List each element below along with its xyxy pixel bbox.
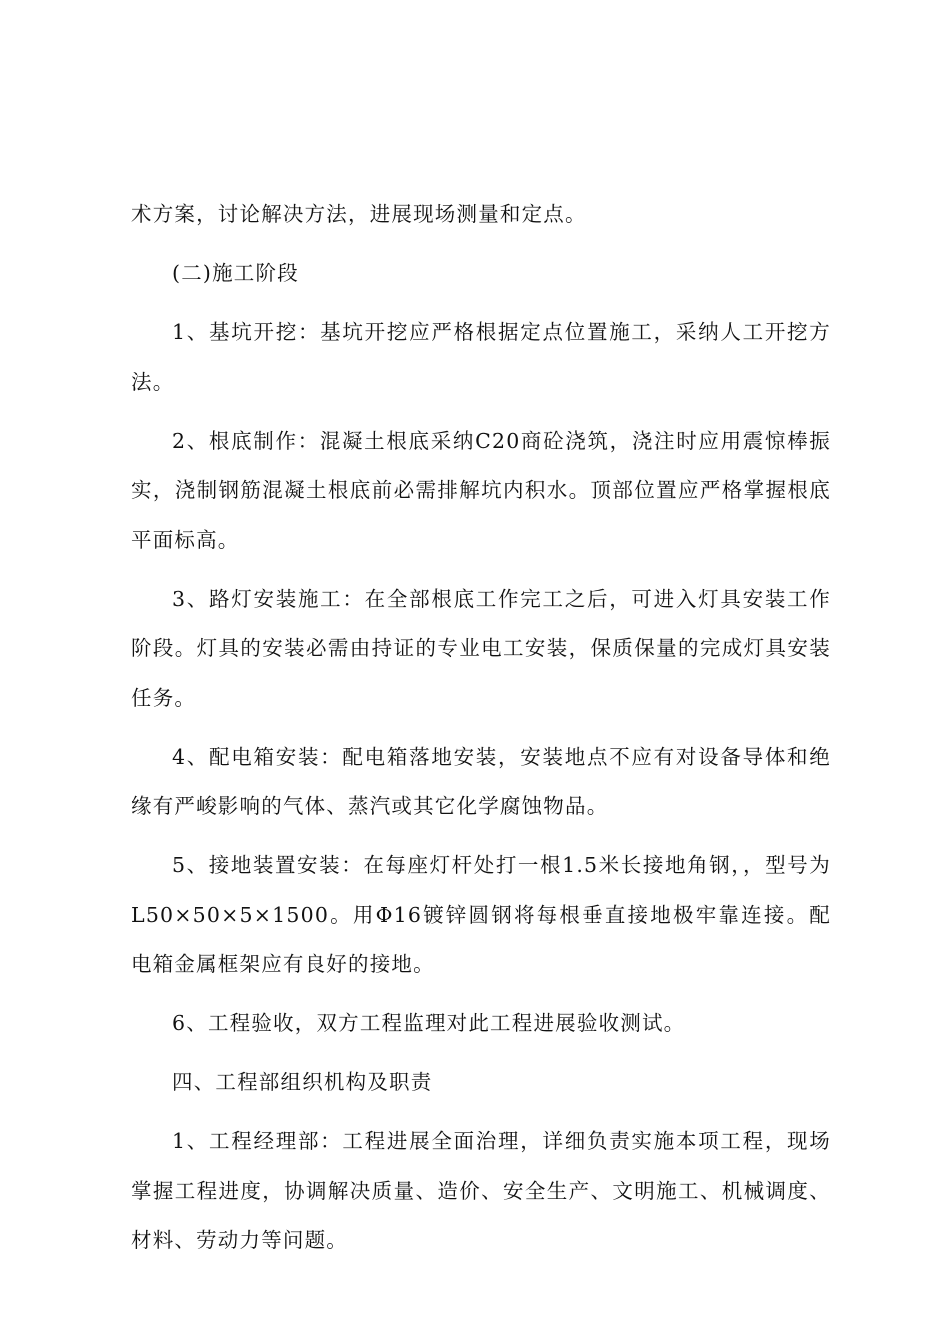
paragraph-streetlight-installation: 3、路灯安装施工：在全部根底工作完工之后，可进入灯具安装工作阶段。灯具的安装必需由持证的专业电工安装，保质保量的完成灯具安装任务。: [131, 586, 831, 710]
paragraph-excavation: 1、基坑开挖：基坑开挖应严格根据定点位置施工，采纳人工开挖方法。: [131, 320, 831, 394]
document-body: [131, 190, 831, 1275]
paragraph-continuation: 术方案，讨论解决方法，进展现场测量和定点。: [131, 202, 587, 226]
paragraph-foundation: 2、根底制作：混凝土根底采纳C20商砼浇筑，浇注时应用震惊棒振实，浇制钢筋混凝土根底前必需排解坑内积水。顶部位置应严格掌握根底平面标高。: [131, 428, 831, 552]
paragraph-project-manager: 1、工程经理部：工程进展全面治理，详细负责实施本项工程，现场掌握工程进度，协调解决质量、造价、安全生产、文明施工、机械调度、材料、劳动力等问题。: [131, 1129, 831, 1252]
section-heading-organization: 四、工程部组织机构及职责: [172, 1070, 433, 1094]
paragraph-grounding: 5、接地装置安装：在每座灯杆处打一根1.5米长接地角钢，，型号为L50×50×5×1500。用Φ16镀锌圆钢将每根垂直接地极牢靠连接。配电箱金属框架应有良好的接地。: [131, 853, 831, 976]
paragraph-distribution-box: 4、配电箱安装：配电箱落地安装，安装地点不应有对设备导体和绝缘有严峻影响的气体、蒸汽或其它化学腐蚀物品。: [131, 744, 831, 818]
paragraph-acceptance: 6、工程验收，双方工程监理对此工程进展验收测试。: [172, 1011, 686, 1035]
section-heading-construction-phase: (二)施工阶段: [172, 261, 299, 285]
